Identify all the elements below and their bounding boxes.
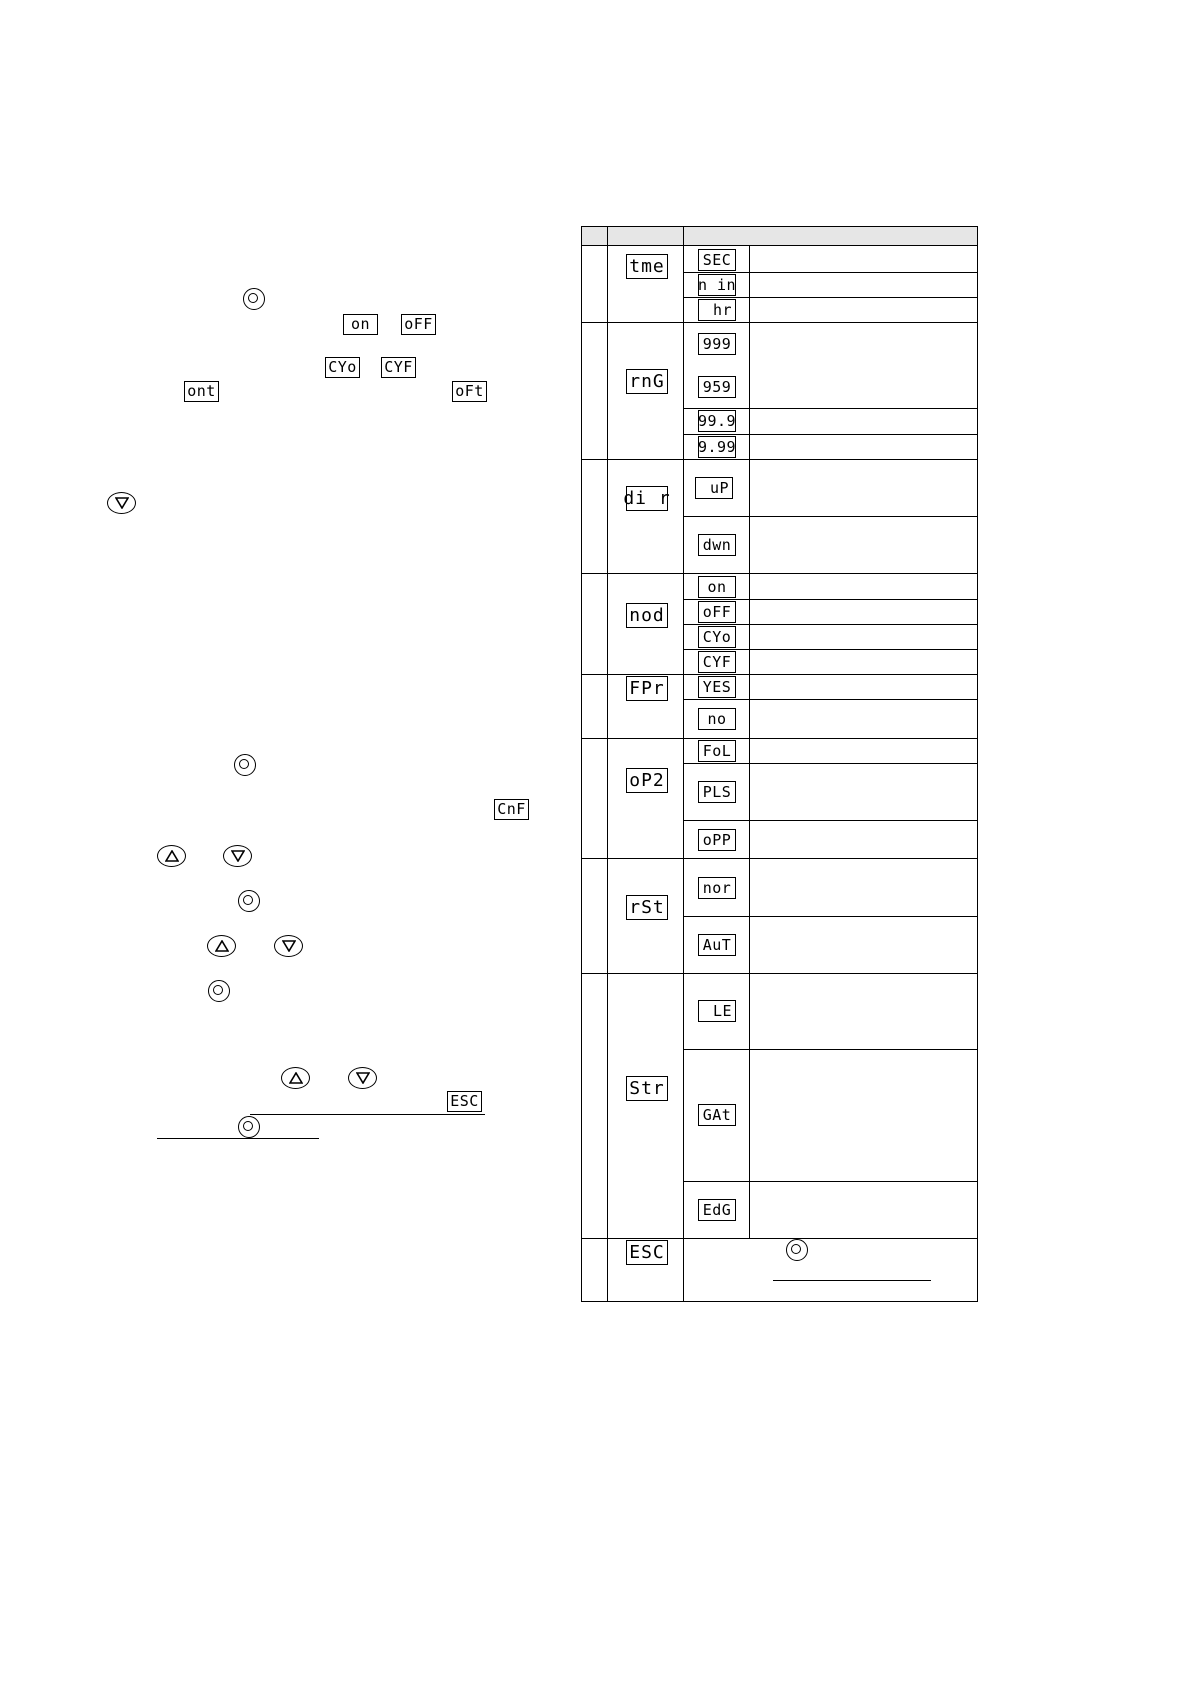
up-arrow-icon (207, 935, 236, 957)
row-divider (581, 322, 978, 323)
row-divider (581, 738, 978, 739)
option-pls: PLS (698, 781, 736, 803)
down-arrow-icon (107, 492, 136, 514)
option-yes: YES (698, 676, 736, 698)
option-range-959: 959 (698, 376, 736, 398)
option-range-99-9: 99.9 (698, 410, 736, 432)
column-divider (683, 226, 684, 1302)
option-fol: FoL (698, 740, 736, 762)
row-divider (581, 459, 978, 460)
option-off: oFF (698, 601, 736, 623)
row-divider (683, 820, 978, 821)
display-ont: ont (184, 381, 219, 402)
display-esc: ESC (447, 1091, 482, 1112)
row-divider (683, 599, 978, 600)
option-range-9-99: 9.99 (698, 436, 736, 458)
option-on: on (698, 576, 736, 598)
row-divider (581, 858, 978, 859)
underline (773, 1280, 931, 1281)
param-esc: ESC (626, 1240, 668, 1265)
enter-button-icon (238, 1116, 260, 1138)
display-cyo: CYo (325, 357, 360, 378)
row-divider (683, 272, 978, 273)
row-divider (683, 649, 978, 650)
enter-button-icon (238, 890, 260, 912)
param-rng: rnG (626, 369, 668, 394)
up-arrow-icon (281, 1067, 310, 1089)
param-rst: rSt (626, 895, 668, 920)
param-tme: tme (626, 254, 668, 279)
param-mod: nod (626, 603, 668, 628)
option-opp: oPP (698, 829, 736, 851)
option-cyo: CYo (698, 626, 736, 648)
option-min: n in (698, 274, 736, 296)
option-nor: nor (698, 877, 736, 899)
row-divider (683, 624, 978, 625)
option-no: no (698, 708, 736, 730)
option-hr: hr (698, 299, 736, 321)
param-str: Str (626, 1076, 668, 1101)
row-divider (683, 516, 978, 517)
row-divider (683, 699, 978, 700)
row-divider (683, 1181, 978, 1182)
option-dwn: dwn (698, 534, 736, 556)
row-divider (581, 573, 978, 574)
enter-button-icon (234, 754, 256, 776)
enter-button-icon (243, 288, 265, 310)
row-divider (581, 1238, 978, 1239)
display-off: oFF (401, 314, 436, 335)
row-divider (683, 297, 978, 298)
option-up: uP (695, 477, 733, 499)
row-divider (683, 916, 978, 917)
option-le: LE (698, 1000, 736, 1022)
display-cnf: CnF (494, 799, 529, 820)
row-divider (683, 434, 978, 435)
display-on: on (343, 314, 378, 335)
option-range-999: 999 (698, 333, 736, 355)
down-arrow-icon (223, 845, 252, 867)
option-gat: GAt (698, 1104, 736, 1126)
row-divider (683, 1049, 978, 1050)
row-divider (581, 973, 978, 974)
enter-button-icon (786, 1239, 808, 1261)
display-cyf: CYF (381, 357, 416, 378)
enter-button-icon (208, 980, 230, 1002)
param-fpr: FPr (626, 676, 668, 701)
option-aut: AuT (698, 934, 736, 956)
underline (250, 1114, 485, 1115)
row-divider (683, 763, 978, 764)
param-op2: oP2 (626, 768, 668, 793)
underline (157, 1138, 319, 1139)
column-divider (607, 226, 608, 1302)
param-dir: di r (626, 486, 668, 511)
option-cyf: CYF (698, 651, 736, 673)
down-arrow-icon (348, 1067, 377, 1089)
row-divider (683, 408, 978, 409)
option-sec: SEC (698, 249, 736, 271)
row-divider (581, 674, 978, 675)
display-oft: oFt (452, 381, 487, 402)
option-edg: EdG (698, 1199, 736, 1221)
down-arrow-icon (274, 935, 303, 957)
up-arrow-icon (157, 845, 186, 867)
column-divider (749, 246, 750, 1238)
